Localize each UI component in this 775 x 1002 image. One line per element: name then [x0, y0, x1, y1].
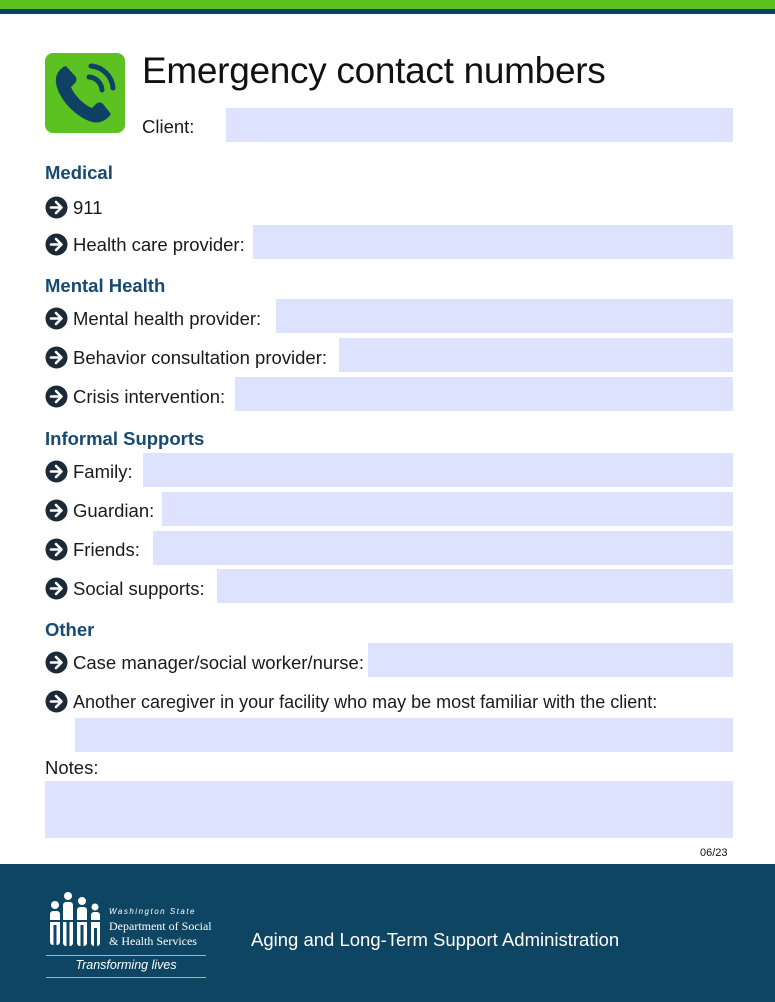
revision-date: 06/23: [700, 847, 728, 859]
section-other: Other: [45, 619, 95, 640]
arrow-right-circle-icon: [45, 538, 68, 561]
another-caregiver-label: Another caregiver in your facility who may be most familiar with the client:: [73, 692, 658, 712]
logo-state-text: Washington State: [109, 907, 197, 916]
family-label: Family:: [73, 461, 133, 482]
mental-health-provider-label: Mental health provider:: [73, 308, 262, 329]
crisis-intervention-input[interactable]: [235, 377, 733, 411]
social-supports-label: Social supports:: [73, 578, 205, 599]
arrow-right-circle-icon: [45, 651, 68, 674]
arrow-right-circle-icon: [45, 577, 68, 600]
case-manager-input[interactable]: [368, 643, 733, 677]
client-label: Client:: [142, 116, 195, 137]
arrow-right-circle-icon: [45, 690, 68, 713]
social-supports-input[interactable]: [217, 569, 733, 603]
arrow-right-circle-icon: [45, 385, 68, 408]
logo-department-line2: & Health Services: [109, 934, 197, 948]
item-911: 911: [73, 197, 103, 218]
client-input[interactable]: [226, 108, 733, 142]
family-input[interactable]: [143, 453, 733, 487]
top-navy-bar: [0, 9, 775, 14]
notes-textarea[interactable]: [45, 781, 733, 838]
arrow-right-circle-icon: [45, 499, 68, 522]
behavior-consultation-label: Behavior consultation provider:: [73, 347, 328, 368]
arrow-right-circle-icon: [45, 307, 68, 330]
section-mental-health: Mental Health: [45, 275, 166, 296]
top-green-bar: [0, 0, 775, 9]
crisis-intervention-label: Crisis intervention:: [73, 386, 226, 407]
arrow-right-circle-icon: [45, 233, 68, 256]
phone-icon: [45, 53, 125, 133]
logo-department-line1: Department of Social: [109, 919, 212, 933]
logo-tagline: Transforming lives: [75, 958, 177, 972]
case-manager-label: Case manager/social worker/nurse:: [73, 652, 364, 673]
notes-label: Notes:: [45, 757, 99, 778]
friends-label: Friends:: [73, 539, 140, 560]
arrow-right-circle-icon: [45, 460, 68, 483]
another-caregiver-input[interactable]: [75, 718, 733, 752]
health-care-provider-input[interactable]: [253, 225, 733, 259]
page-title: Emergency contact numbers: [142, 50, 606, 91]
administration-name: Aging and Long-Term Support Administration: [251, 929, 620, 950]
section-informal-supports: Informal Supports: [45, 428, 205, 449]
health-care-provider-label: Health care provider:: [73, 234, 245, 255]
logo-rule-bottom: [46, 977, 206, 978]
section-medical: Medical: [45, 162, 113, 183]
mental-health-provider-input[interactable]: [276, 299, 733, 333]
arrow-right-circle-icon: [45, 346, 68, 369]
friends-input[interactable]: [153, 531, 733, 565]
arrow-right-circle-icon: [45, 196, 68, 219]
logo-rule-top: [46, 955, 206, 956]
guardian-label: Guardian:: [73, 500, 155, 521]
behavior-consultation-input[interactable]: [339, 338, 733, 372]
guardian-input[interactable]: [162, 492, 733, 526]
